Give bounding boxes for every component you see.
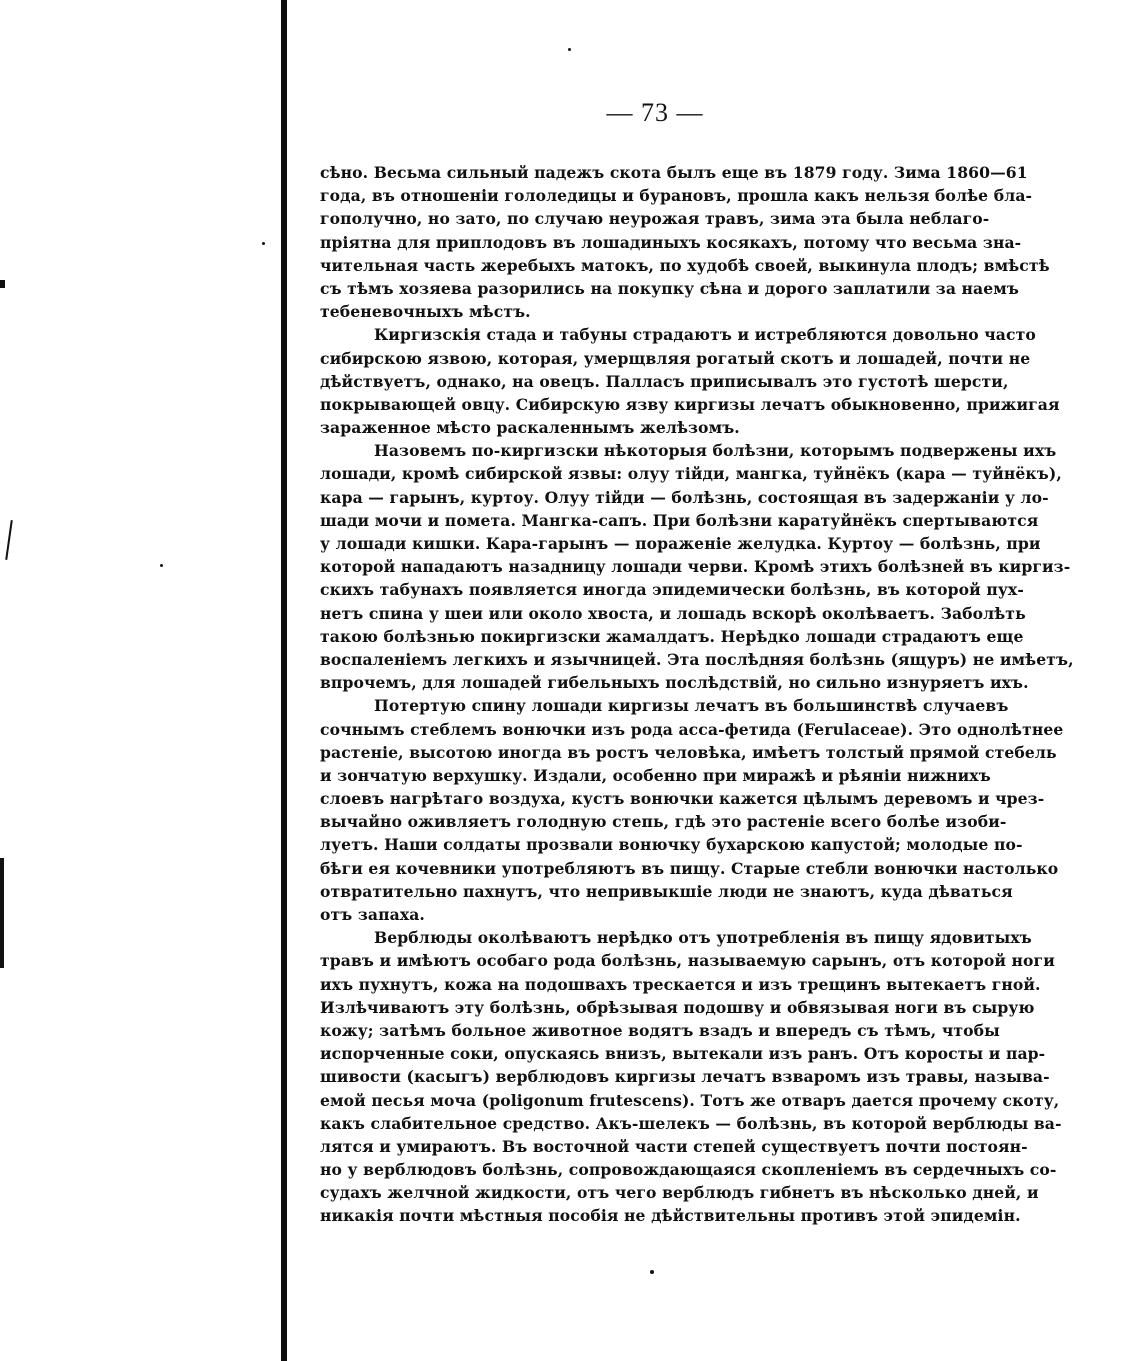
text-line: покрывающей овцу. Сибирскую язву киргизы лечатъ обыкновенно, прижигая bbox=[320, 394, 1060, 414]
page-number: — 73 — bbox=[606, 98, 704, 127]
text-line: нетъ спина у шеи или около хвоста, и лошадь вскорѣ околѣваетъ. Заболѣть bbox=[320, 603, 1026, 623]
text-line: которой нападаютъ назадницу лошади черви. Кромѣ этихъ болѣзней въ киргиз- bbox=[320, 557, 1071, 577]
text-line: емой песья моча (poligonum frutescens). Тотъ же отваръ дается прочему скоту, bbox=[320, 1090, 1060, 1110]
text-line: сочнымъ стеблемъ вонючки изъ рода асса-фетида (Ferulaceae). Это однолѣтнее bbox=[320, 719, 1064, 739]
scan-edge-mark bbox=[5, 520, 13, 560]
text-line: тебеневочныхъ мѣстъ. bbox=[320, 302, 531, 322]
text-line: растеніе, высотою иногда въ ростъ человѣка, имѣетъ толстый прямой стебель bbox=[320, 742, 1057, 762]
text-line: съ тѣмъ хозяева разорились на покупку сѣна и дорого заплатили за наемъ bbox=[320, 278, 1019, 298]
text-line: кара — гарынъ, куртоу. Олуу тійди — болѣзнь, состоящая въ задержаніи у ло- bbox=[320, 487, 1049, 507]
text-line: кожу; затѣмъ больное животное водятъ взадъ и впередъ съ тѣмъ, чтобы bbox=[320, 1020, 1000, 1040]
text-line: Киргизскія стада и табуны страдаютъ и истребляются довольно часто bbox=[374, 325, 1036, 345]
scan-speck bbox=[568, 48, 571, 51]
text-line: испорченные соки, опускаясь внизъ, вытекали изъ ранъ. Отъ коросты и пар- bbox=[320, 1044, 1046, 1064]
text-line: зараженное мѣсто раскаленнымъ желѣзомъ. bbox=[320, 418, 740, 438]
text-line: лошади, кромѣ сибирской язвы: олуу тійди, мангка, туйнёкъ (кара — туйнёкъ), bbox=[320, 464, 1062, 484]
scan-speck bbox=[262, 242, 265, 245]
binding-edge-line bbox=[281, 0, 287, 1361]
text-line: дѣйствуетъ, однако, на овецъ. Палласъ приписывалъ это густотѣ шерсти, bbox=[320, 371, 1009, 391]
text-line: судахъ желчной жидкости, отъ чего верблюдъ гибнетъ въ нѣсколько дней, и bbox=[320, 1183, 1039, 1203]
scan-speck bbox=[160, 564, 163, 567]
text-line: луетъ. Наши солдаты прозвали вонючку бухарскою капустой; молодые по- bbox=[320, 835, 1023, 855]
text-line: гополучно, но зато, по случаю неурожая травъ, зима эта была неблаго- bbox=[320, 209, 990, 229]
paragraph bbox=[320, 694, 1064, 926]
scan-edge-mark bbox=[0, 858, 4, 968]
text-line: ихъ пухнутъ, кожа на подошвахъ трескается и изъ трещинъ вытекаетъ гной. bbox=[320, 974, 1041, 994]
text-line: вычайно оживляетъ голодную степь, гдѣ это растеніе всего болѣе изоби- bbox=[320, 812, 1007, 832]
text-line: пріятна для приплодовъ въ лошадиныхъ косякахъ, потому что весьма зна- bbox=[320, 232, 1022, 252]
scan-speck bbox=[650, 1270, 654, 1274]
text-line: Излѣчиваютъ эту болѣзнь, обрѣзывая подошву и обвязывая ноги въ сырую bbox=[320, 997, 1035, 1017]
text-line: сибирскою язвою, которая, умерщвляя рогатый скотъ и лошадей, почти не bbox=[320, 348, 1031, 368]
paragraph bbox=[320, 439, 1074, 694]
text-line: какъ слабительное средство. Акъ-шелекъ — болѣзнь, въ которой верблюды ва- bbox=[320, 1113, 1062, 1133]
text-line: у лошади кишки. Кара-гарынъ — пораженіе желудка. Куртоу — болѣзнь, при bbox=[320, 534, 1041, 553]
paragraph bbox=[320, 161, 1050, 323]
text-line: чительная часть жеребыхъ матокъ, по худобѣ своей, выкинула плодъ; вмѣстѣ bbox=[320, 255, 1050, 275]
text-line: лятся и умираютъ. Въ восточной части степей существуетъ почти постоян- bbox=[320, 1136, 1028, 1156]
text-line: Верблюды околѣваютъ нерѣдко отъ употребленія въ пищу ядовитыхъ bbox=[374, 928, 1032, 948]
text-line: впрочемъ, для лошадей гибельныхъ послѣдствій, но сильно изнуряетъ ихъ. bbox=[320, 673, 1029, 693]
text-line: травъ и имѣютъ особаго рода болѣзнь, называемую сарынъ, отъ которой ноги bbox=[320, 951, 1055, 971]
text-line: шивости (касыгъ) верблюдовъ киргизы лечатъ взваромъ изъ травы, называ- bbox=[320, 1067, 1050, 1087]
text-line: скихъ табунахъ появляется иногда эпидемически болѣзнь, въ которой пух- bbox=[320, 580, 1024, 600]
body-text bbox=[320, 161, 1074, 1228]
text-line: отвратительно пахнутъ, что непривыкшіе люди не знаютъ, куда дѣваться bbox=[320, 881, 1013, 901]
text-line: воспаленіемъ легкихъ и язычницей. Эта послѣдняя болѣзнь (ящуръ) не имѣетъ, bbox=[320, 649, 1074, 669]
text-line: слоевъ нагрѣтаго воздуха, кустъ вонючки кажется цѣлымъ деревомъ и чрез- bbox=[320, 789, 1045, 809]
text-line: отъ запаха. bbox=[320, 905, 425, 924]
text-line: никакія почти мѣстныя пособія не дѣйствительны противъ этой эпидемін. bbox=[320, 1206, 1021, 1226]
text-line: но у верблюдовъ болѣзнь, сопровождающаяся скопленіемъ въ сердечныхъ со- bbox=[320, 1160, 1057, 1180]
text-line: года, въ отношеніи гололедицы и бурановъ, прошла какъ нельзя болѣе бла- bbox=[320, 186, 1033, 206]
text-line: сѣно. Весьма сильный падежъ скота былъ еще въ 1879 году. Зима 1860—61 bbox=[320, 163, 1028, 182]
text-line: Потертую спину лошади киргизы лечатъ въ большинствѣ случаевъ bbox=[374, 696, 1009, 716]
text-line: такою болѣзнью покиргизски жамалдатъ. Нерѣдко лошади страдаютъ еще bbox=[320, 626, 1024, 646]
text-line: и зончатую верхушку. Издали, особенно при миражѣ и рѣяніи нижнихъ bbox=[320, 765, 991, 785]
text-line: бѣги ея кочевники употребляютъ въ пищу. Старые стебли вонючки настолько bbox=[320, 858, 1059, 878]
scan-edge-mark bbox=[0, 280, 5, 288]
text-line: Назовемъ по-киргизски нѣкоторыя болѣзни, которымъ подвержены ихъ bbox=[374, 441, 1057, 461]
text-line: шади мочи и помета. Мангка-сапъ. При болѣзни каратуйнёкъ спертываются bbox=[320, 510, 1039, 530]
paragraph bbox=[320, 926, 1062, 1227]
paragraph bbox=[320, 323, 1060, 439]
